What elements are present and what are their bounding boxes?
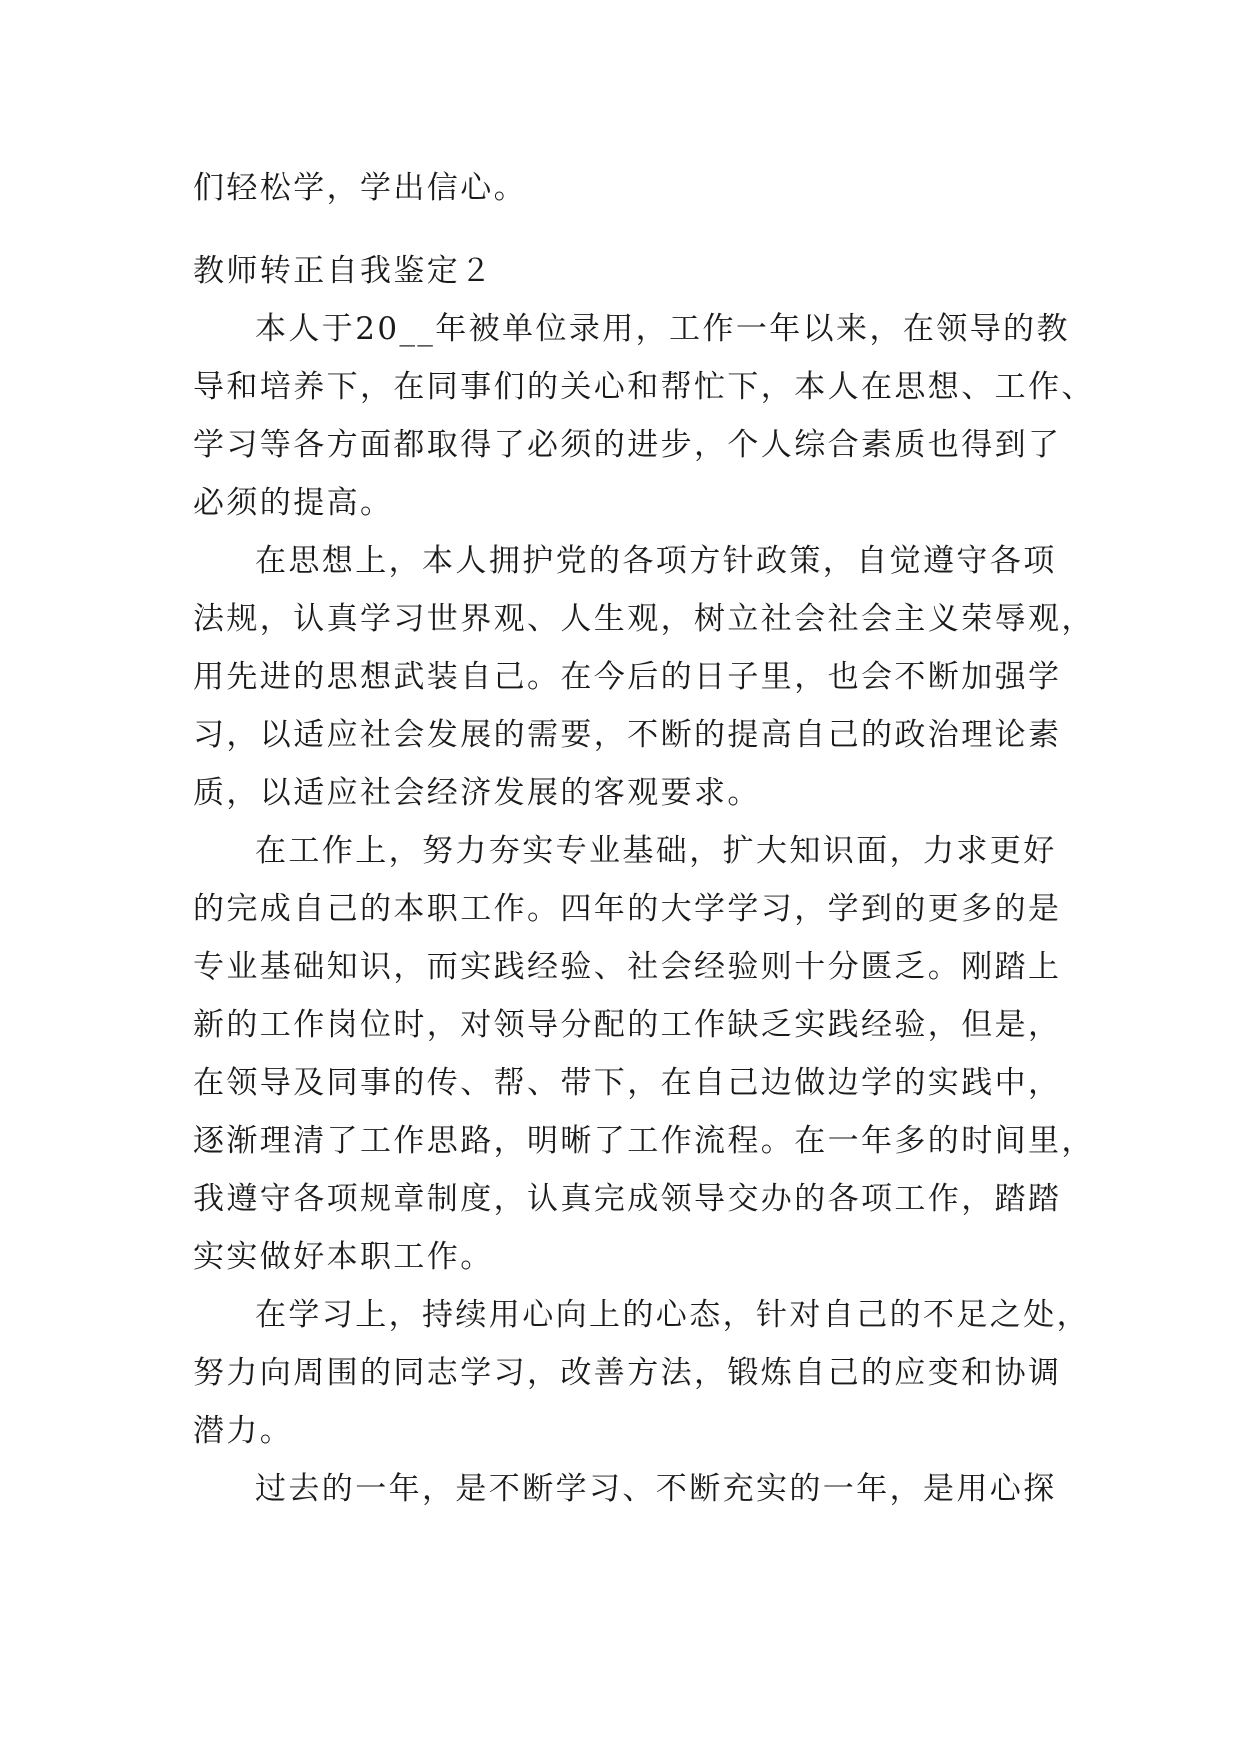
section-heading: 教师转正自我鉴定２ xyxy=(193,253,494,289)
paragraph-line: 本人于20__年被单位录用，工作一年以来，在领导的教 xyxy=(255,311,1070,347)
paragraph-line: 在领导及同事的传、帮、带下，在自己边做边学的实践中， xyxy=(193,1065,1062,1101)
paragraph-line: 我遵守各项规章制度，认真完成领导交办的各项工作，踏踏 xyxy=(193,1181,1062,1217)
paragraph-line: 质，以适应社会经济发展的客观要求。 xyxy=(193,775,761,811)
paragraph-line: 努力向周围的同志学习，改善方法，锻炼自己的应变和协调 xyxy=(193,1355,1062,1391)
paragraph-line: 新的工作岗位时，对领导分配的工作缺乏实践经验，但是， xyxy=(193,1007,1062,1043)
paragraph-line: 在思想上，本人拥护党的各项方针政策，自觉遵守各项 xyxy=(255,543,1057,579)
paragraph-line: 专业基础知识，而实践经验、社会经验则十分匮乏。刚踏上 xyxy=(193,949,1062,985)
paragraph-line: 潜力。 xyxy=(193,1413,294,1449)
paragraph-line: 在工作上，努力夯实专业基础，扩大知识面，力求更好 xyxy=(255,833,1057,869)
paragraph-line: 学习等各方面都取得了必须的进步，个人综合素质也得到了 xyxy=(193,427,1062,463)
paragraph-line: 逐渐理清了工作思路，明晰了工作流程。在一年多的时间里， xyxy=(193,1123,1095,1159)
paragraph-line: 用先进的思想武装自己。在今后的日子里，也会不断加强学 xyxy=(193,659,1062,695)
paragraph-line: 在学习上，持续用心向上的心态，针对自己的不足之处， xyxy=(255,1297,1090,1333)
paragraph-line: 习，以适应社会发展的需要，不断的提高自己的政治理论素 xyxy=(193,717,1062,753)
paragraph-line: 导和培养下，在同事们的关心和帮忙下，本人在思想、工作、 xyxy=(193,369,1095,405)
paragraph-line: 法规，认真学习世界观、人生观，树立社会社会主义荣辱观， xyxy=(193,601,1095,637)
text-line: 们轻松学，学出信心。 xyxy=(193,170,527,206)
paragraph-line: 必须的提高。 xyxy=(193,485,394,521)
paragraph-line: 的完成自己的本职工作。四年的大学学习，学到的更多的是 xyxy=(193,891,1062,927)
paragraph-line: 实实做好本职工作。 xyxy=(193,1239,494,1275)
paragraph-line: 过去的一年，是不断学习、不断充实的一年，是用心探 xyxy=(255,1471,1057,1507)
